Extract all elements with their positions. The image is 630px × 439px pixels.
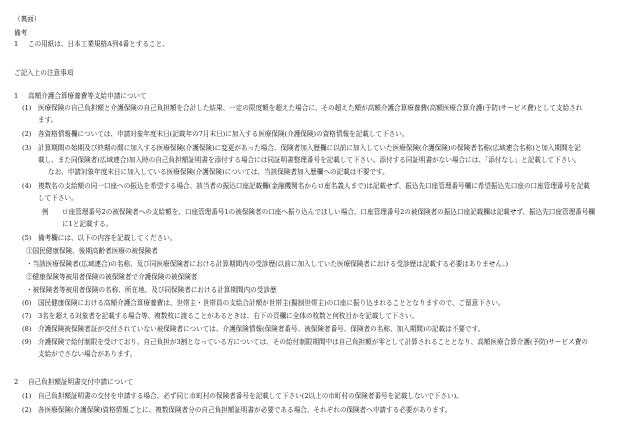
item-line: 介護保険で給付制限を受けており、自己負担が3割となっている方については、その給付制限期間中は自己負担額が零として計算されることとなり、高額医療合算介護(予防)サービス費の — [38, 338, 588, 346]
item-line: して下さい。 — [38, 194, 78, 202]
sub-item: ・被保険者等被用者保険の名称、所在地、及び同保険者における計算期間内の受診歴 — [26, 286, 277, 294]
item-line: 複数名の支給額の同一口座への振込を希望する場合、該当者の振込口座記載欄(金融機関名からロ座名義人まで)は記載せず、振込先口座管理番号欄に希望振込先口座の口座管理番号を記載 — [38, 182, 590, 190]
sub-item: ①国民健康保険、後期高齢者医療の被保険者 — [26, 247, 158, 255]
item-line: 3名を超える対象者を記載する場合等、複数枚に渡ることがあるときは、右下の頁欄に全体の枚数と何枚目かを記載して下さい。 — [38, 312, 419, 320]
item-line: 支給がでさない場合があります。 — [38, 350, 137, 358]
item-line: 医療保険の自己負担額と介護保険の自己負担額を合計した結果、一定の限度額を超えた場合に、その超えた額が高額介護合算療養費(高額医療合算介護(予防)サービス費)として支給され — [38, 104, 583, 112]
section-1-title: 高額介護合算療養費等支給申請について — [28, 92, 147, 100]
item-line: なお、申請対象年度末日に加入している医療保険(介護保険)については、当該保険者加入歴欄への記載は不要です。 — [48, 168, 389, 176]
item-line: ロ座管理番号2の被保険者への支給額を、口座管理番号1の被保険者の口座へ振り込んでほしい場合、口座管理番号2の被保険者の振込口座記載欄は記載せず、振込先口座管理番号欄 — [62, 208, 595, 216]
item-line: 各資格情報欄については、申請対象年度末日(記載年の7月末日)に加入する医療保険(介護保険)の資格情報を記載して下さい。 — [38, 130, 409, 138]
item-number: (7) — [22, 312, 32, 320]
item-line: 自己負担額証明書の交付を申請する場合、必ず同じ市町村の保険者番号を記載して下さい(2以上の市町村の保険者番号を記載しないで下さい)。 — [38, 392, 463, 400]
item-line: 各医療保険(介護保険)資格情報ごとに、複数保険者分の自己負担額証明書が必要である場合、それぞれの保険者へ申請する必要があります。 — [38, 406, 452, 414]
item-line: 載し、また同保険者(広域連合)加入時の自己負担額証明書を添付する場合には同証明書整理番号を記載して下さい。添付する同証明書がない場合には、「添付なし」と記載して下さい。 — [38, 156, 581, 164]
note-item-1-text: この用紙は、日本工業規格A列4番とすること。 — [28, 40, 169, 48]
item-number: (2) — [22, 406, 32, 414]
item-number: (9) — [22, 338, 32, 346]
item-number: (5) — [22, 234, 32, 242]
notes-heading: 備考 — [14, 29, 28, 37]
section-2-number: 2 — [14, 378, 19, 386]
item-number: (4) — [22, 182, 32, 190]
item-number: (8) — [22, 325, 32, 333]
item-number: (2) — [22, 130, 32, 138]
item-line: ます。 — [38, 116, 58, 124]
item-line: に1と記載する。 — [62, 220, 113, 228]
item-number: (3) — [22, 144, 32, 152]
instructions-heading: ご記入上の注意事項 — [14, 69, 74, 77]
page-label: （裏面） — [14, 15, 41, 23]
section-2-title: 自己負担額証明書交付申請について — [28, 378, 134, 386]
sub-item: ②健康保険等被用者保険の被保険者で介護保険の被保険者 — [26, 273, 198, 281]
section-1-number: 1 — [14, 92, 19, 100]
item-line: 国民健康保険における高額介護合算療養費は、世帯主・世帯員の支給合計額が世帯主(擬制世帯主)の口座に振り込まれることとなりますので、ご留意下さい。 — [38, 299, 505, 307]
note-item-1-number: 1 — [14, 40, 19, 48]
item-number: (1) — [22, 392, 32, 400]
example-label: 例 — [42, 208, 49, 216]
item-line: 備考欄には、以下の内容を記載してください。 — [38, 234, 177, 242]
sub-item: ・当該医療保険者(広域連合)の名称、及び同医療保険者における計算期間内の受診歴(以前に加入していた医療保険者における受診歴は記載する必要はありません。) — [26, 260, 509, 268]
item-number: (1) — [22, 104, 32, 112]
item-line: 計算期間の始期及び終期の間に加入する医療保険(介護保険)に変更があった場合、保険者加入歴欄に以前に加入していた医療保険(介護保険)の保険者名称(広域連合名称)と加入期間を記 — [38, 144, 581, 152]
item-number: (6) — [22, 299, 32, 307]
item-line: 介護保険被保険者証が交付されていない被保険者については、介護保険情報(保険者番号、被保険者番号、保険者の名称、加入期間)の記載は不要です。 — [38, 325, 485, 333]
